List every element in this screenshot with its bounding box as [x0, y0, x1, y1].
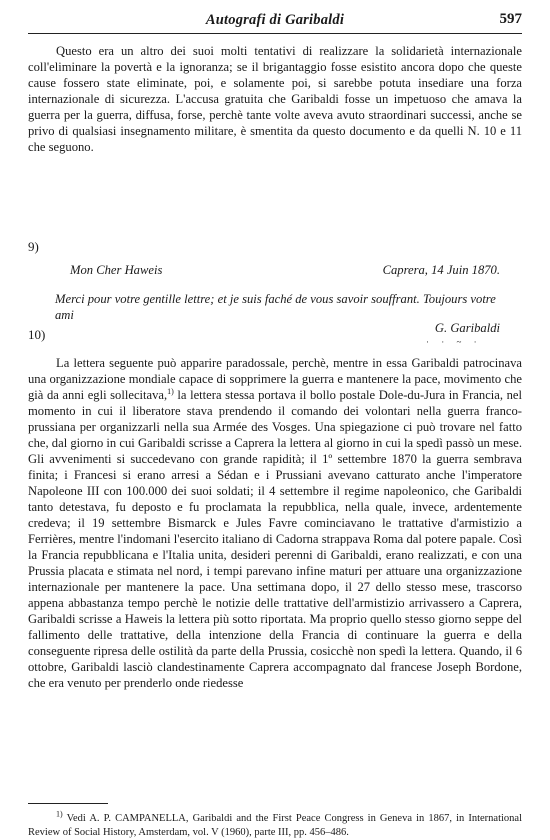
signature-flourish: · · ~ · — [426, 337, 482, 347]
letter-body: Merci pour votre gentille lettre; et je suis faché de vous savoir souffrant. Toujours votre ami — [55, 292, 496, 322]
letter-salutation: Mon Cher Haweis — [70, 263, 163, 277]
running-title: Autografi di Garibaldi — [205, 12, 345, 28]
item-number-9: 9) — [28, 239, 39, 254]
header-rule — [28, 33, 522, 34]
body-paragraph-1: Questo era un altro dei suoi molti tentativi di realizzare la solidarietà internazionale coll'eliminare la povertà e la ignoranza; se il brigantaggio fosse esistito ancora dopo che queste cause fossero state eliminate, poi, e solamente poi, si sarebbe potuta insediare una forza internazionale di sicurezza. L'accusa gratuita che Garibaldi fosse un impetuoso che amava la guerra per la guerra, diffusa, forse, perchè tante volte aveva avuto straordinari successi, anche se privo di qualsiasi insegnamento militare, è smentita da questo documento e da quelli N. 10 e 11 che seguono. — [28, 44, 522, 154]
body-paragraph-2 — [28, 355, 522, 691]
letter-signature: G. Garibaldi — [434, 321, 500, 335]
paragraph-2-part-1: La lettera seguente può apparire paradossale, perchè, mentre in essa Garibaldi patrocinava una organizzazione mondiale capace di sopprimere la guerra e mantenere la pace, movimento che già da anni egli sollecitava, — [28, 356, 522, 402]
footnote-marker: 1) — [56, 809, 63, 819]
page-number: 597 — [499, 11, 522, 27]
item-number-10: 10) — [28, 327, 46, 342]
page-header — [28, 10, 522, 30]
paragraph-2-part-2: la lettera stessa portava il bollo postale Dole-du-Jura in Francia, nel momento in cui il liberatore stava prendendo il comando dei volontari nella guerra franco-prussiana per organizzarli nella sua Armée des Vosges. Una spiegazione ci può trovare nel fatto che, dal giorno in cui Garibaldi scrisse a Caprera la lettera al giorno in cui la spedì passò un mese. Gli avvenimenti si succedevano con grande rapidità; il 1º settembre 1870 la guerra sembrava finita; i Francesi si erano arresi a Sédan e i Prussiani avevano catturato anche l'imperatore Napoleone III con 100.000 dei suoi soldati; il 4 settembre il regime napoleonico, che Garibaldi tanto detestava, fu deposto e fu proclamata la repubblica, nella quale, invece, ardentemente credeva; il 19 settembre Bismarck e Jules Favre cominciavano le trattative d'armistizio a Ferrières, mentre l'indomani l'esercito italiano di Cadorna strappava Roma dal potere papale. Così la Francia repubblicana e l'Italia unita, desideri perenni di Garibaldi, erano realizzati, e con una Prussia placata e stimata nel nord, i tempi parevano infine maturi per attuare una organizzazione internazionale per mantenere la pace. Una settimana dopo, il 27 dello stesso mese, trascorso appena abbastanza tempo perchè le notizie delle trattative dell'armistizio arrivassero a Caprera, Garibaldi scrisse a Haweis la lettera più sotto riportata. Ma proprio quello stesso giorno seppe del fallimento delle trattative, della intenzione della Francia di continuare la guerra e della conseguente ripresa delle ostilità da parte della Prussia, cosicchè non spedì la lettera. Quando, il 6 ottobre, Garibaldi lasciò clandestinamente Caprera accompagnato dal francese Joseph Bordone, che era venuto per prenderlo onde riedesse — [28, 388, 522, 690]
footnote-text: Vedi A. P. CAMPANELLA, Garibaldi and the First Peace Congress in Geneva in 1867, in International Review of Social History, Amsterdam, vol. V (1960), parte III, pp. 456–486. — [28, 813, 522, 838]
footnote — [28, 809, 522, 840]
footnote-rule — [28, 803, 108, 804]
footnote-reference[interactable]: 1) — [167, 386, 174, 396]
letter-place-date: Caprera, 14 Juin 1870. — [382, 263, 500, 277]
